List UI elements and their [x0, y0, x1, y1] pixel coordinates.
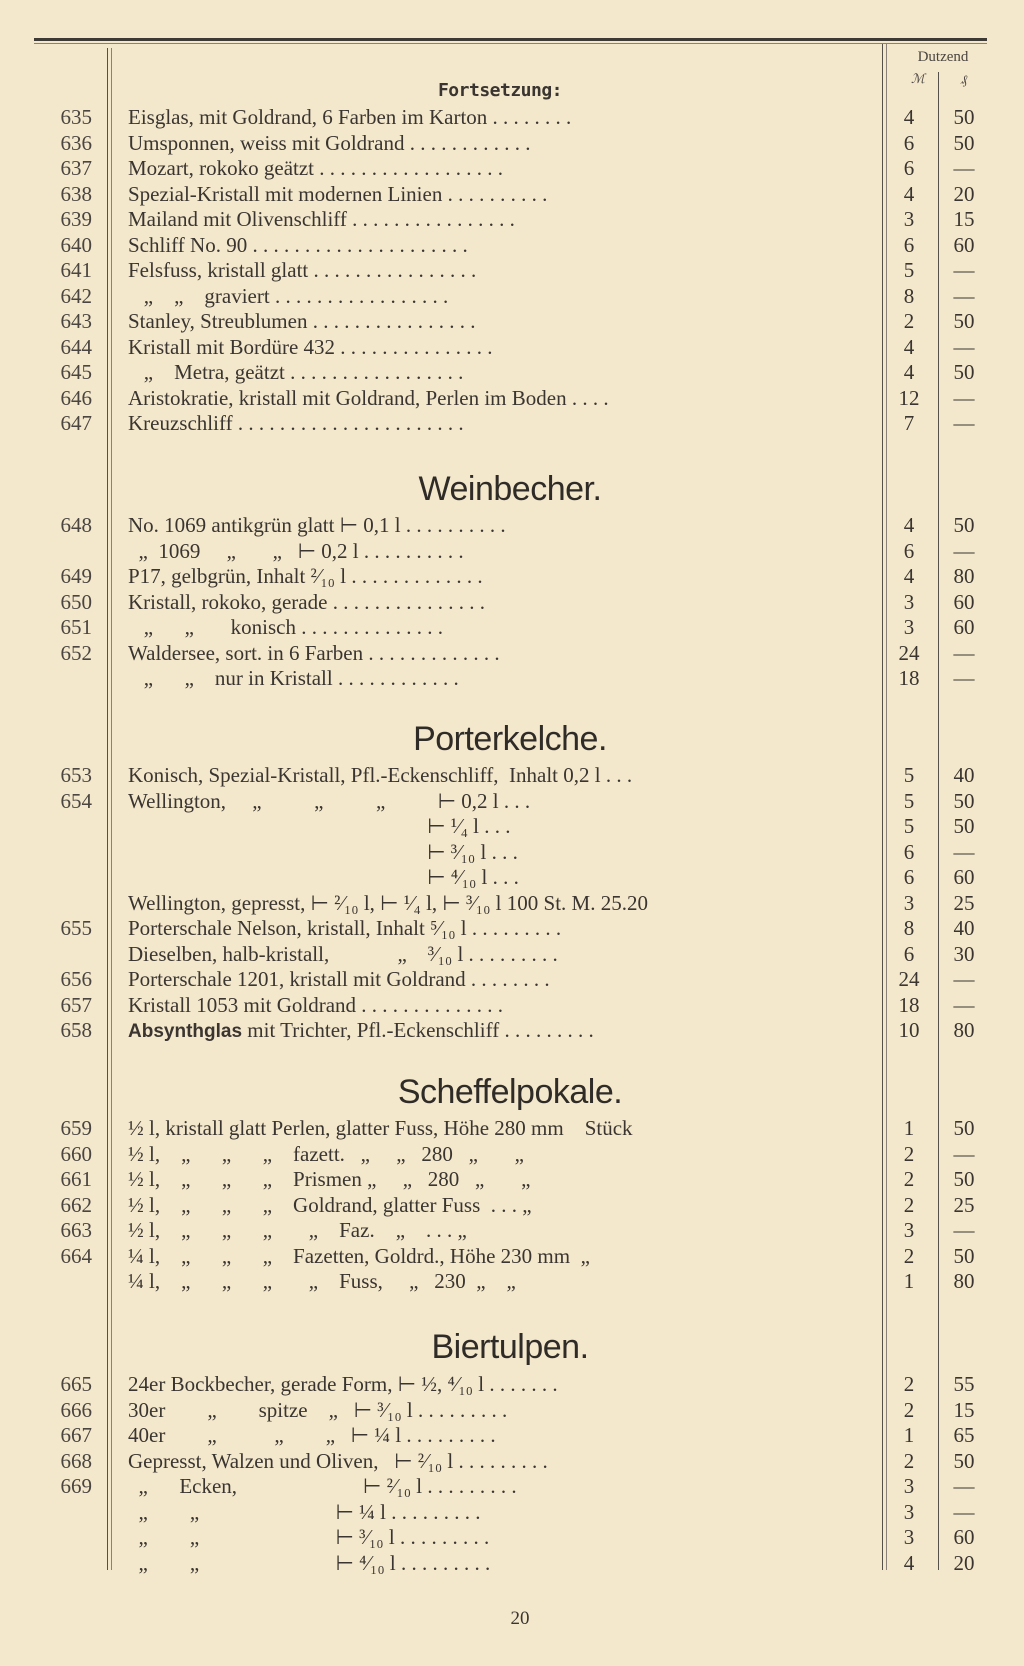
- price-mark: 6: [903, 941, 915, 966]
- table-row: [0, 360, 1024, 385]
- item-description: Gepresst, Walzen und Oliven, ⊢ ²⁄₁₀ l . . . . . . . . .: [128, 1448, 548, 1473]
- price-mark: 3: [903, 1499, 915, 1524]
- table-row: [0, 840, 1024, 865]
- table-row: [0, 1551, 1024, 1576]
- price-mark: 2: [903, 1167, 915, 1191]
- table-row: [0, 1167, 1024, 1192]
- item-description: Mailand mit Olivenschliff . . . . . . . . . . . . . . . .: [128, 207, 515, 231]
- item-number: 654: [60, 788, 92, 813]
- price-mark: 6: [903, 232, 915, 257]
- price-pfennig: 50: [953, 513, 975, 537]
- item-description: Aristokratie, kristall mit Goldrand, Perlen im Boden . . . .: [128, 385, 609, 410]
- price-mark: 5: [903, 258, 915, 282]
- price-mark: 2: [903, 1192, 915, 1217]
- item-description: ¼ l, „ „ „ Fazetten, Goldrd., Höhe 230 mm „: [128, 1243, 590, 1268]
- item-number: 641: [60, 258, 92, 282]
- price-pfennig: 50: [953, 105, 975, 129]
- price-pfennig: 50: [953, 814, 975, 838]
- item-description: „ „ ⊢ ¼ l . . . . . . . . .: [128, 1499, 481, 1524]
- price-mark: 4: [903, 1550, 915, 1575]
- table-row: [0, 1018, 1024, 1043]
- price-mark: 8: [903, 916, 915, 940]
- price-pfennig: —: [953, 1499, 975, 1524]
- item-number: 638: [60, 181, 92, 206]
- item-number: 655: [60, 916, 92, 940]
- price-pfennig: —: [953, 992, 975, 1017]
- price-mark: 6: [903, 130, 915, 155]
- item-description: Kreuzschliff . . . . . . . . . . . . . . . . . . . . . .: [128, 411, 464, 435]
- item-description: No. 1069 antikgrün glatt ⊢ 0,1 l . . . . . . . . . .: [128, 513, 506, 537]
- item-number: 645: [60, 360, 92, 384]
- price-pfennig: 80: [953, 1269, 975, 1293]
- item-description: Kristall 1053 mit Goldrand . . . . . . . . . . . . . .: [128, 992, 504, 1017]
- price-mark: 3: [903, 1474, 915, 1498]
- table-row: [0, 1244, 1024, 1269]
- table-row: [0, 641, 1024, 666]
- table-row: [0, 564, 1024, 589]
- table-row: [0, 1500, 1024, 1525]
- table-row: [0, 967, 1024, 992]
- table-row: [0, 891, 1024, 916]
- table-row: [0, 1218, 1024, 1243]
- item-number: 669: [60, 1474, 92, 1498]
- item-description: 24er Bockbecher, gerade Form, ⊢ ½, ⁴⁄₁₀ l . . . . . . .: [128, 1372, 558, 1396]
- table-row: [0, 284, 1024, 309]
- item-number: 668: [60, 1448, 92, 1473]
- price-mark: 10: [898, 1018, 920, 1042]
- item-description: „ „ graviert . . . . . . . . . . . . . . . . .: [128, 283, 449, 308]
- item-description: „ „ nur in Kristall . . . . . . . . . . . .: [128, 666, 459, 690]
- item-number: 651: [60, 615, 92, 639]
- price-pfennig: 15: [953, 1397, 975, 1422]
- table-row: [0, 156, 1024, 181]
- price-mark: 4: [903, 334, 915, 359]
- table-row: [0, 666, 1024, 691]
- item-description: Wellington, „ „ „ ⊢ 0,2 l . . .: [128, 788, 531, 813]
- price-pfennig: 60: [953, 1525, 975, 1549]
- item-description-rest: mit Trichter, Pfl.-Eckenschliff . . . . . . . . .: [242, 1018, 594, 1042]
- table-row: [0, 942, 1024, 967]
- price-mark: 2: [903, 1372, 915, 1396]
- price-pfennig: 60: [953, 615, 975, 639]
- item-description: „ „ konisch . . . . . . . . . . . . . .: [128, 615, 443, 639]
- item-number: 661: [60, 1167, 92, 1191]
- item-number: 636: [60, 130, 92, 155]
- item-description: „ Ecken, ⊢ ²⁄₁₀ l . . . . . . . . .: [128, 1474, 517, 1498]
- price-mark: 18: [898, 992, 920, 1017]
- table-row: [0, 1269, 1024, 1294]
- item-description: „ „ ⊢ ³⁄₁₀ l . . . . . . . . .: [128, 1525, 490, 1549]
- item-description: Stanley, Streublumen . . . . . . . . . . . . . . . .: [128, 309, 476, 333]
- item-description: Spezial-Kristall mit modernen Linien . . . . . . . . . .: [128, 181, 548, 206]
- price-pfennig: 80: [953, 564, 975, 588]
- item-description: Eisglas, mit Goldrand, 6 Farben im Karton . . . . . . . .: [128, 105, 572, 129]
- section-title: Scheffelpokale.: [397, 1073, 623, 1111]
- item-number: 663: [60, 1218, 92, 1242]
- price-mark: 3: [903, 615, 915, 639]
- price-pfennig: 25: [953, 1192, 975, 1217]
- price-mark: 5: [903, 763, 915, 787]
- price-pfennig: 50: [953, 1116, 975, 1140]
- item-number: 650: [60, 589, 92, 614]
- section-title: Biertulpen.: [431, 1328, 589, 1366]
- item-description: ⊢ ³⁄₁₀ l . . .: [128, 839, 518, 864]
- table-row: [0, 1116, 1024, 1141]
- price-pfennig: 80: [953, 1018, 975, 1042]
- price-mark: 3: [903, 1218, 915, 1242]
- price-mark: 6: [903, 839, 915, 864]
- item-number: 656: [60, 967, 92, 991]
- item-number: 648: [60, 513, 92, 537]
- item-number: 659: [60, 1116, 92, 1140]
- price-mark: 8: [903, 283, 915, 308]
- table-row: [0, 182, 1024, 207]
- table-row: [0, 513, 1024, 538]
- item-description: ½ l, kristall glatt Perlen, glatter Fuss, Höhe 280 mm Stück: [128, 1116, 633, 1140]
- price-pfennig: 50: [953, 309, 975, 333]
- item-number: 657: [60, 992, 92, 1017]
- price-pfennig: 40: [953, 916, 975, 940]
- table-row: [0, 309, 1024, 334]
- price-pfennig: 15: [953, 207, 975, 231]
- item-number: 660: [60, 1141, 92, 1166]
- item-number: 642: [60, 283, 92, 308]
- price-pfennig: 25: [953, 890, 975, 915]
- price-mark: 2: [903, 309, 915, 333]
- price-pfennig: 20: [953, 181, 975, 206]
- item-number: 643: [60, 309, 92, 333]
- table-row: [0, 1423, 1024, 1448]
- table-row: [0, 615, 1024, 640]
- item-number: 640: [60, 232, 92, 257]
- item-description: 40er „ „ „ ⊢ ¼ l . . . . . . . . .: [128, 1423, 496, 1447]
- price-mark: 6: [903, 156, 915, 180]
- price-pfennig: —: [953, 839, 975, 864]
- table-row: [0, 105, 1024, 130]
- table-row: [0, 539, 1024, 564]
- price-mark: 2: [903, 1243, 915, 1268]
- price-mark: 1: [903, 1269, 915, 1293]
- item-description: Mozart, rokoko geätzt . . . . . . . . . . . . . . . . . .: [128, 156, 504, 180]
- price-mark: 1: [903, 1423, 915, 1447]
- price-pfennig: 60: [953, 232, 975, 257]
- item-description: ½ l, „ „ „ fazett. „ „ 280 „ „: [128, 1141, 524, 1166]
- price-pfennig: 50: [953, 360, 975, 384]
- item-description: P17, gelbgrün, Inhalt ²⁄₁₀ l . . . . . . . . . . . . .: [128, 564, 483, 588]
- item-number: 635: [60, 105, 92, 129]
- item-number: 639: [60, 207, 92, 231]
- item-description: ½ l, „ „ „ Prismen „ „ 280 „ „: [128, 1167, 531, 1191]
- price-pfennig: —: [953, 385, 975, 410]
- table-row: [0, 386, 1024, 411]
- table-row: [0, 1398, 1024, 1423]
- item-number: 662: [60, 1192, 92, 1217]
- column-header-mark: ℳ: [911, 72, 925, 87]
- column-header-dutzend: Dutzend: [917, 49, 969, 65]
- item-number: 652: [60, 640, 92, 665]
- price-mark: 3: [903, 1525, 915, 1549]
- item-description: 30er „ spitze „ ⊢ ³⁄₁₀ l . . . . . . . . .: [128, 1397, 508, 1422]
- price-mark: 6: [903, 538, 915, 563]
- item-description: Felsfuss, kristall glatt . . . . . . . . . . . . . . . .: [128, 258, 477, 282]
- price-mark: 3: [903, 589, 915, 614]
- price-pfennig: 30: [953, 941, 975, 966]
- price-mark: 2: [903, 1397, 915, 1422]
- section-title: Porterkelche.: [413, 720, 607, 758]
- price-mark: 4: [903, 360, 915, 384]
- item-description: Porterschale 1201, kristall mit Goldrand . . . . . . . .: [128, 967, 550, 991]
- item-number: 664: [60, 1243, 92, 1268]
- item-description: ¼ l, „ „ „ „ Fuss, „ 230 „ „: [128, 1269, 516, 1293]
- item-description: ½ l, „ „ „ „ Faz. „ . . . „: [128, 1218, 467, 1242]
- price-pfennig: 40: [953, 763, 975, 787]
- price-pfennig: —: [953, 258, 975, 282]
- table-row: [0, 335, 1024, 360]
- price-mark: 3: [903, 890, 915, 915]
- price-pfennig: —: [953, 1474, 975, 1498]
- price-pfennig: —: [953, 411, 975, 435]
- table-row: [0, 1372, 1024, 1397]
- price-pfennig: —: [953, 1141, 975, 1166]
- price-pfennig: —: [953, 640, 975, 665]
- item-number: 653: [60, 763, 92, 787]
- table-row: [0, 1525, 1024, 1550]
- item-description: Schliff No. 90 . . . . . . . . . . . . . . . . . . . . .: [128, 232, 468, 257]
- table-row: [0, 590, 1024, 615]
- item-number: 665: [60, 1372, 92, 1396]
- continuation-heading: Fortsetzung:: [437, 80, 563, 101]
- price-pfennig: 60: [953, 865, 975, 889]
- item-description: Kristall, rokoko, gerade . . . . . . . . . . . . . . .: [128, 589, 485, 614]
- price-pfennig: —: [953, 334, 975, 359]
- table-row: [0, 993, 1024, 1018]
- price-mark: 2: [903, 1141, 915, 1166]
- table-row: [0, 131, 1024, 156]
- item-number: 647: [60, 411, 92, 435]
- price-pfennig: —: [953, 538, 975, 563]
- item-description: [128, 1018, 880, 1044]
- price-mark: 12: [898, 385, 920, 410]
- table-row: [0, 1449, 1024, 1474]
- price-pfennig: —: [953, 1218, 975, 1242]
- item-number: 666: [60, 1397, 92, 1422]
- item-description: Waldersee, sort. in 6 Farben . . . . . . . . . . . . .: [128, 640, 500, 665]
- price-pfennig: —: [953, 156, 975, 180]
- table-row: [0, 1142, 1024, 1167]
- price-mark: 7: [903, 411, 915, 435]
- price-pfennig: 50: [953, 1243, 975, 1268]
- price-mark: 5: [903, 814, 915, 838]
- column-header-pfennig: ₰: [960, 73, 968, 88]
- price-pfennig: 65: [953, 1423, 975, 1447]
- item-description: Porterschale Nelson, kristall, Inhalt ⁵⁄₁₀ l . . . . . . . . .: [128, 916, 562, 940]
- item-description: „ 1069 „ „ ⊢ 0,2 l . . . . . . . . . .: [128, 538, 464, 563]
- price-mark: 6: [903, 865, 915, 889]
- price-mark: 1: [903, 1116, 915, 1140]
- price-pfennig: 50: [953, 1448, 975, 1473]
- item-description: Umsponnen, weiss mit Goldrand . . . . . . . . . . . .: [128, 130, 531, 155]
- item-description: ⊢ ⁴⁄₁₀ l . . .: [128, 865, 519, 889]
- price-mark: 24: [898, 640, 920, 665]
- price-mark: 5: [903, 788, 915, 813]
- top-rule: [34, 38, 987, 41]
- table-row: [0, 258, 1024, 283]
- table-row: [0, 865, 1024, 890]
- item-description: „ Metra, geätzt . . . . . . . . . . . . . . . . .: [128, 360, 464, 384]
- price-pfennig: 20: [953, 1550, 975, 1575]
- top-rule-thin: [34, 43, 987, 44]
- item-description: Kristall mit Bordüre 432 . . . . . . . . . . . . . . .: [128, 334, 493, 359]
- item-description: Dieselben, halb-kristall, „ ³⁄₁₀ l . . . . . . . . .: [128, 941, 558, 966]
- item-description: ½ l, „ „ „ Goldrand, glatter Fuss . . . „: [128, 1192, 532, 1217]
- price-pfennig: 50: [953, 1167, 975, 1191]
- price-pfennig: —: [953, 666, 975, 690]
- price-mark: 4: [903, 105, 915, 129]
- item-description: Konisch, Spezial-Kristall, Pfl.-Eckenschliff, Inhalt 0,2 l . . .: [128, 763, 633, 787]
- price-mark: 2: [903, 1448, 915, 1473]
- price-pfennig: 60: [953, 589, 975, 614]
- price-mark: 4: [903, 181, 915, 206]
- section-title: Weinbecher.: [418, 470, 602, 508]
- table-row: [0, 411, 1024, 436]
- item-number: 637: [60, 156, 92, 180]
- item-number: 667: [60, 1423, 92, 1447]
- item-description-bold: Absynthglas: [128, 1021, 243, 1042]
- price-pfennig: —: [953, 967, 975, 991]
- page-number: 20: [510, 1608, 530, 1629]
- price-mark: 4: [903, 564, 915, 588]
- price-pfennig: —: [953, 283, 975, 308]
- table-row: [0, 1474, 1024, 1499]
- item-number: 649: [60, 564, 92, 588]
- item-description: Wellington, gepresst, ⊢ ²⁄₁₀ l, ⊢ ¹⁄₄ l, ⊢ ³⁄₁₀ l 100 St. M. 25.20: [128, 890, 648, 915]
- table-row: [0, 1193, 1024, 1218]
- table-row: [0, 763, 1024, 788]
- table-row: [0, 233, 1024, 258]
- table-row: [0, 207, 1024, 232]
- price-pfennig: 50: [953, 788, 975, 813]
- price-mark: 4: [903, 513, 915, 537]
- price-pfennig: 50: [953, 130, 975, 155]
- table-row: [0, 789, 1024, 814]
- price-mark: 3: [903, 207, 915, 231]
- item-number: 644: [60, 334, 92, 359]
- item-description: „ „ ⊢ ⁴⁄₁₀ l . . . . . . . . .: [128, 1550, 491, 1575]
- table-row: [0, 916, 1024, 941]
- item-number: 646: [60, 385, 92, 410]
- item-description: ⊢ ¹⁄₄ l . . .: [128, 814, 511, 838]
- price-pfennig: 55: [953, 1372, 975, 1396]
- table-row: [0, 814, 1024, 839]
- price-mark: 18: [898, 666, 920, 690]
- price-mark: 24: [898, 967, 920, 991]
- item-number: 658: [60, 1018, 92, 1042]
